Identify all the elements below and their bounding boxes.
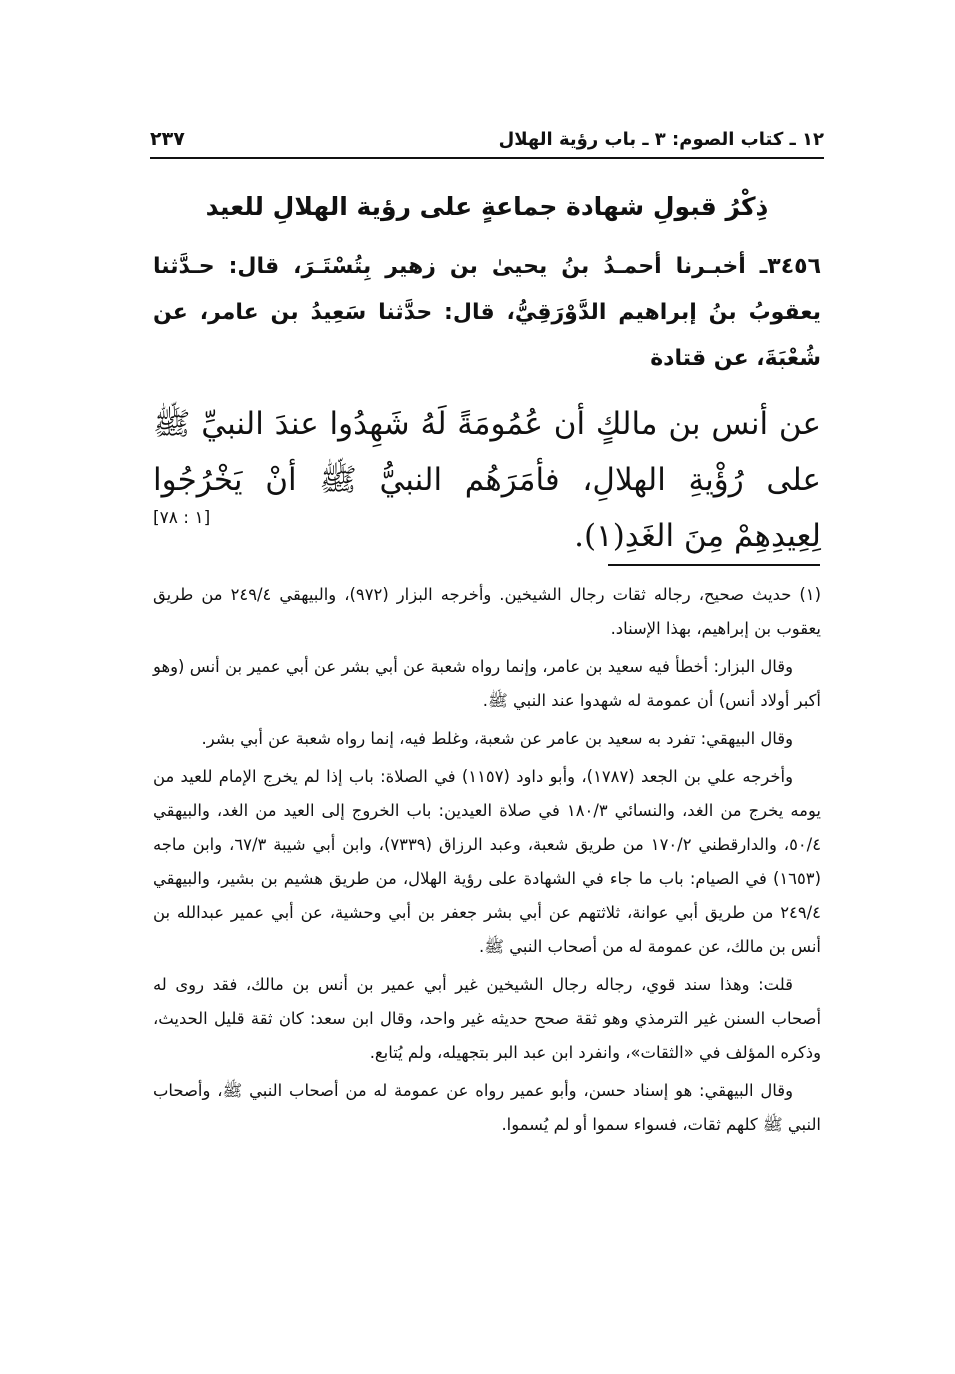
footnote-paragraph: وأخرجه علي بن الجعد (١٧٨٧)، وأبو داود (١١٥٧) في الصلاة: باب إذا لم يخرج الإمام للعيد من يومه يخرج من الغد، والنسائي ١٨٠/٣ في صلاة العيدين: باب الخروج إلى العيد من الغد، والبيهقي ٥٠/٤، والدارقطني ١٧٠/٢ من طريق شعبة، وعبد الرزاق (٧٣٣٩)، وابن أبي شيبة ٦٧/٣، وابن ماجه (١٦٥٣) في الصيام: باب ما جاء في الشهادة على رؤية الهلال، من طريق هشيم بن بشير، والبيهقي ٢٤٩/٤ من طريق أبي عوانة، ثلاثتهم عن أبي بشر جعفر بن أبي وحشية، عن أبي عمير عبدالله بن أنس بن مالك، عن عمومة له من أصحاب النبي ﷺ. bbox=[153, 767, 822, 956]
footnote-paragraph: (١) حديث صحيح، رجاله ثقات رجال الشيخين. وأخرجه البزار (٩٧٢)، والبيهقي ٢٤٩/٤ من طريق يعقوب بن إبراهيم، بهذا الإسناد. bbox=[153, 585, 822, 638]
hadith-matn: عن أنس بن مالكٍ أن عُمُومَةً لَهُ شَهِدُوا عندَ النبيِّ ﷺ على رُؤْيةِ الهلالِ، فأمَرَهُم النبيُّ ﷺ أنْ يَخْرُجُوا لِعِيدِهِمْ مِنَ الغَدِ(١). bbox=[153, 406, 821, 554]
footnote-paragraph: وقال البيهقي: تفرد به سعيد بن عامر عن شعبة، وغلط فيه، إنما رواه شعبة عن أبي بشر. bbox=[201, 729, 793, 748]
page-number: ٢٣٧ bbox=[150, 128, 185, 150]
page-header bbox=[150, 122, 824, 156]
hadith-reference: [١ : ٧٨] bbox=[153, 508, 211, 528]
footnote-paragraph: وقال البزار: أخطأ فيه سعيد بن عامر، وإنما رواه شعبة عن أبي بشر عن أبي عمير بن أنس (وهو أكبر أولاد أنس) أن عمومة له شهدوا عند النبي ﷺ. bbox=[153, 657, 821, 710]
header-rule bbox=[150, 157, 824, 159]
hadith-number: ٣٤٥٦ bbox=[767, 254, 821, 279]
footnotes bbox=[153, 578, 821, 1146]
isnad-text: ـ أخبـرنا أحمـدُ بنُ يحيىٰ بن زهير بِتُسْتَـرَ، قال: حـدَّثنا يعقوبُ بنُ إبراهيم الدَّوْرَقِيُّ، قال: حدَّثنا سَعِيدُ بن عامر، عن شُعْبَةَ، عن قتادة bbox=[153, 254, 821, 371]
hadith-isnad bbox=[153, 244, 821, 382]
footnote-separator bbox=[608, 564, 820, 566]
footnote-paragraph: قلت: وهذا سند قوي، رجاله رجال الشيخين غير أبي عمير بن أنس بن مالك، فقد روى له أصحاب السنن غير الترمذي وهو ثقة صحح حديثه غير واحد، وقال ابن سعد: كان ثقة قليل الحديث، وذكره المؤلف في «الثقات»، وانفرد ابن عبد البر بتجهيله، ولم يُتابع. bbox=[153, 975, 821, 1062]
section-title: ذِكْرُ قبولِ شهادة جماعةٍ على رؤية الهلالِ للعيد bbox=[205, 192, 769, 221]
running-title: ١٢ ـ كتاب الصوم: ٣ ـ باب رؤية الهلال bbox=[498, 128, 824, 150]
footnote-paragraph: وقال البيهقي: هو إسناد حسن، وأبو عمير رواه عن عمومة له من أصحاب النبي ﷺ، وأصحاب النبي ﷺ كلهم ثقات، فسواء سموا أو لم يُسموا. bbox=[153, 1081, 821, 1134]
